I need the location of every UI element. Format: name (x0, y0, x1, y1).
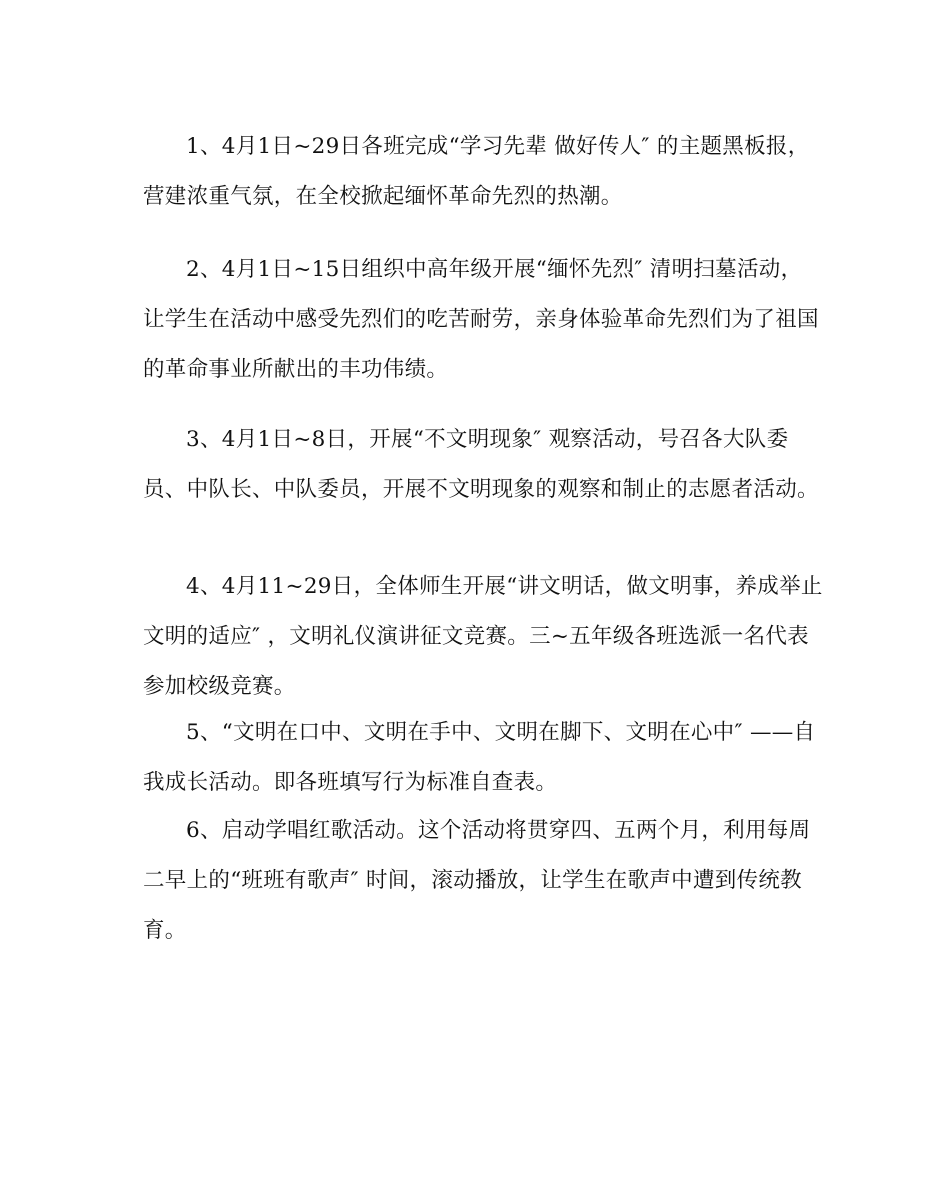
paragraph-item-6: 6、启动学唱红歌活动。这个活动将贯穿四、五两个月，利用每周二早上的“班班有歌声″ 时间，滚动播放，让学生在歌声中遭到传统教育。 (143, 818, 811, 943)
paragraph-item-3: 3、4月1日~8日，开展“不文明现象″ 观察活动，号召各大队委员、中队长、中队委员，开展不文明现象的观察和制止的志愿者活动。 (143, 427, 819, 502)
paragraph-item-4: 4、4月11~29日，全体师生开展“讲文明话，做文明事，养成举止文明的适应″ ，文明礼仪演讲征文竞赛。三~五年级各班选派一名代表参加校级竞赛。 (143, 574, 823, 699)
paragraph-item-1: 1、4月1日~29日各班完成“学习先辈 做好传人″ 的主题黑板报，营建浓重气氛，在全校掀起缅怀革命先烈的热潮。 (143, 134, 810, 209)
paragraph-item-2: 2、4月1日~15日组织中高年级开展“缅怀先烈″ 清明扫墓活动，让学生在活动中感受先烈们的吃苦耐劳，亲身体验革命先烈们为了祖国的革命事业所献出的丰功伟绩。 (143, 257, 819, 382)
paragraph-item-5: 5、“文明在口中、文明在手中、文明在脚下、文明在心中″ ——自我成长活动。即各班填写行为标准自查表。 (143, 720, 816, 795)
